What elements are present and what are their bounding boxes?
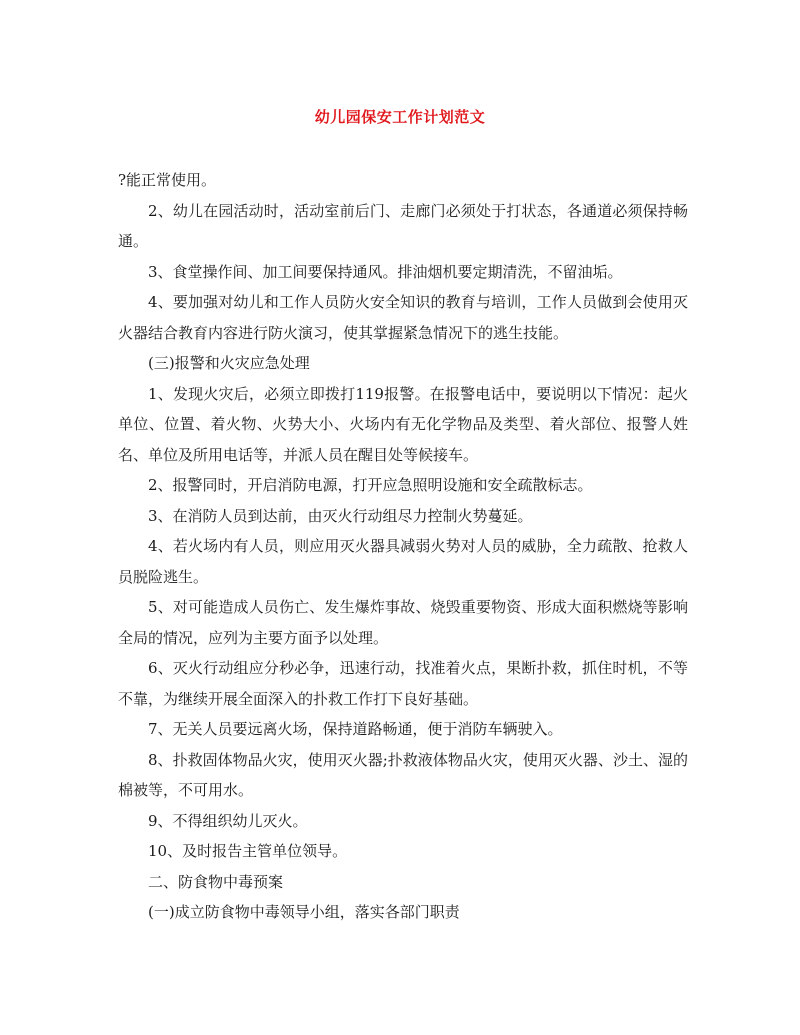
paragraph: 9、不得组织幼儿灭火。 [148, 811, 308, 830]
paragraph: 8、扑救固体物品火灾，使用灭火器;扑救液体物品火灾，使用灭火器、沙土、湿的棉被等，不可用水。 [118, 750, 688, 799]
section-heading: (一)成立防食物中毒领导小组，落实各部门职责 [148, 903, 460, 921]
paragraph: 5、对可能造成人员伤亡、发生爆炸事故、烧毁重要物资、形成大面积燃烧等影响全局的情况，应列为主要方面予以处理。 [118, 598, 688, 647]
paragraph: 3、在消防人员到达前，由灭火行动组尽力控制火势蔓延。 [148, 506, 533, 525]
paragraph: 10、及时报告主管单位领导。 [148, 842, 348, 860]
document-body [118, 165, 688, 928]
paragraph: 1、发现火灾后，必须立即拨打119报警。在报警电话中，要说明以下情况：起火单位、位置、着火物、火势大小、火场内有无化学物品及类型、着火部位、报警人姓名、单位及所用电话等，并派人员在醒目处等候接车。 [118, 384, 688, 464]
paragraph: 4、要加强对幼儿和工作人员防火安全知识的教育与培训，工作人员做到会使用灭火器结合教育内容进行防火演习，使其掌握紧急情况下的逃生技能。 [118, 293, 688, 342]
section-heading: 二、防食物中毒预案 [148, 872, 284, 891]
paragraph: 4、若火场内有人员，则应用灭火器具减弱火势对人员的威胁，全力疏散、抢救人员脱险逃生。 [118, 537, 688, 586]
paragraph: 6、灭火行动组应分秒必争，迅速行动，找准着火点，果断扑救，抓住时机，不等不靠，为继续开展全面深入的扑救工作打下良好基础。 [118, 659, 688, 708]
paragraph: ?能正常使用。 [118, 171, 217, 189]
paragraph: 2、报警同时，开启消防电源，打开应急照明设施和安全疏散标志。 [148, 476, 593, 494]
document-title: 幼儿园保安工作计划范文 [314, 108, 486, 126]
paragraph: 3、食堂操作间、加工间要保持通风。排油烟机要定期清洗，不留油垢。 [148, 262, 623, 281]
paragraph: 7、无关人员要远离火场，保持道路畅通，便于消防车辆驶入。 [148, 720, 563, 738]
paragraph: 2、幼儿在园活动时，活动室前后门、走廊门必须处于打状态，各通道必须保持畅通。 [118, 201, 688, 250]
section-heading: (三)报警和火灾应急处理 [148, 354, 310, 372]
